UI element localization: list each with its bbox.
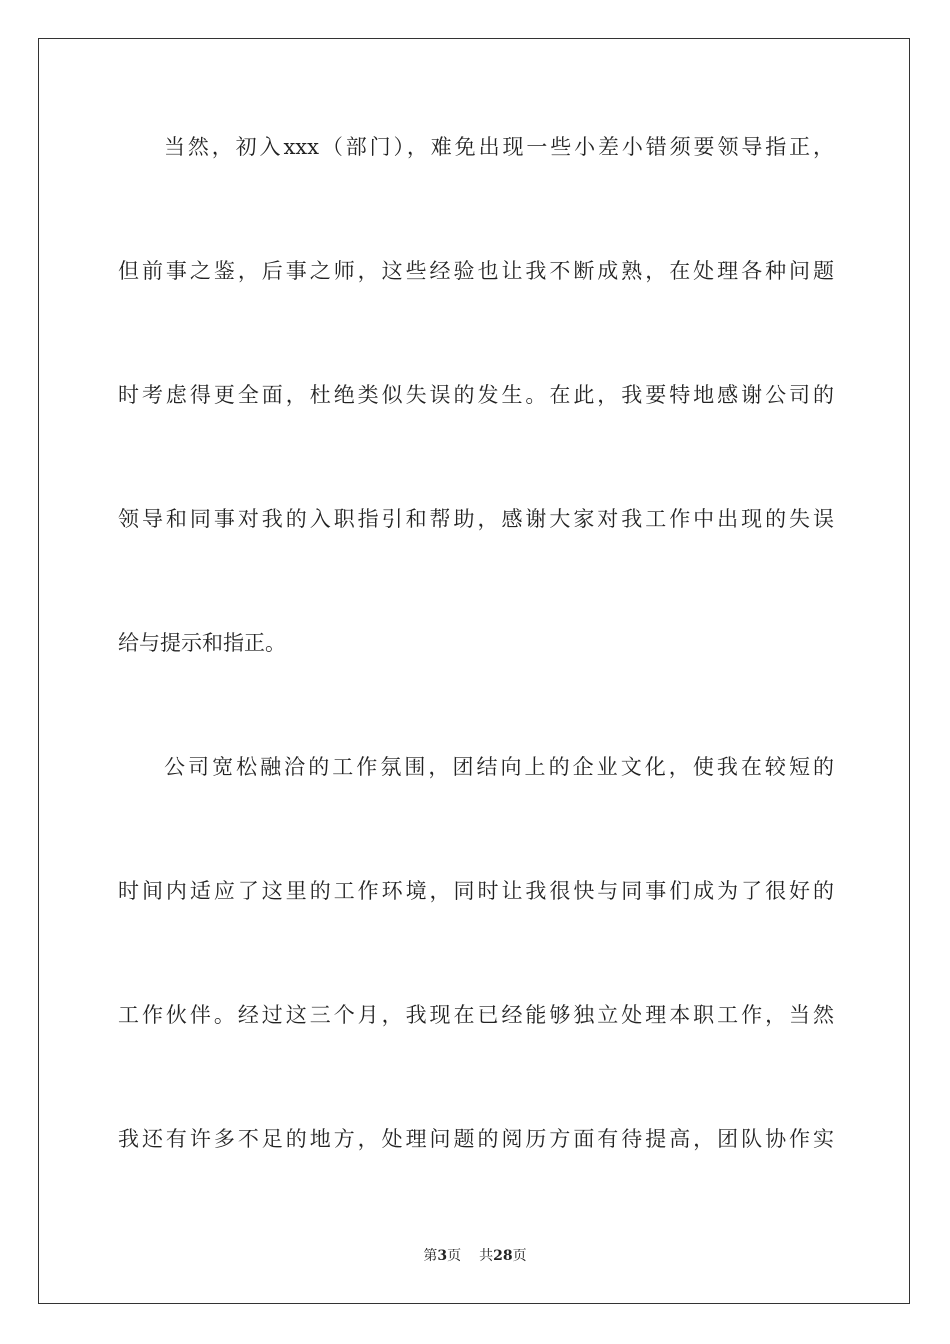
paragraph-1-line-4: 领导和同事对我的入职指引和帮助，感谢大家对我工作中出现的失误 <box>118 507 834 531</box>
paragraph-2-line-3: 工作伙伴。经过这三个月，我现在已经能够独立处理本职工作，当然 <box>118 1003 834 1027</box>
paragraph-1-line-5: 给与提示和指正。 <box>118 631 286 655</box>
paragraph-2-line-4: 我还有许多不足的地方，处理问题的阅历方面有待提高，团队协作实 <box>118 1127 834 1151</box>
paragraph-2-line-2: 时间内适应了这里的工作环境，同时让我很快与同事们成为了很好的 <box>118 879 834 903</box>
paragraph-2-line-1: 公司宽松融洽的工作氛围，团结向上的企业文化，使我在较短的 <box>164 755 834 779</box>
page-border <box>38 38 910 1304</box>
paragraph-1-line-3: 时考虑得更全面，杜绝类似失误的发生。在此，我要特地感谢公司的 <box>118 383 834 407</box>
page-prefix: 第 <box>423 1248 438 1264</box>
paragraph-1-line-2: 但前事之鉴，后事之师，这些经验也让我不断成熟，在处理各种问题 <box>118 259 834 283</box>
paragraph-1-line-1: 当然，初入xxx（部门），难免出现一些小差小错须要领导指正， <box>164 135 834 159</box>
current-page-number: 3 <box>437 1248 448 1264</box>
page-unit: 页 <box>447 1248 462 1264</box>
total-page-count: 28 <box>493 1248 513 1264</box>
page-footer <box>0 1246 950 1266</box>
total-unit: 页 <box>512 1248 527 1264</box>
total-prefix: 共 <box>479 1248 494 1264</box>
